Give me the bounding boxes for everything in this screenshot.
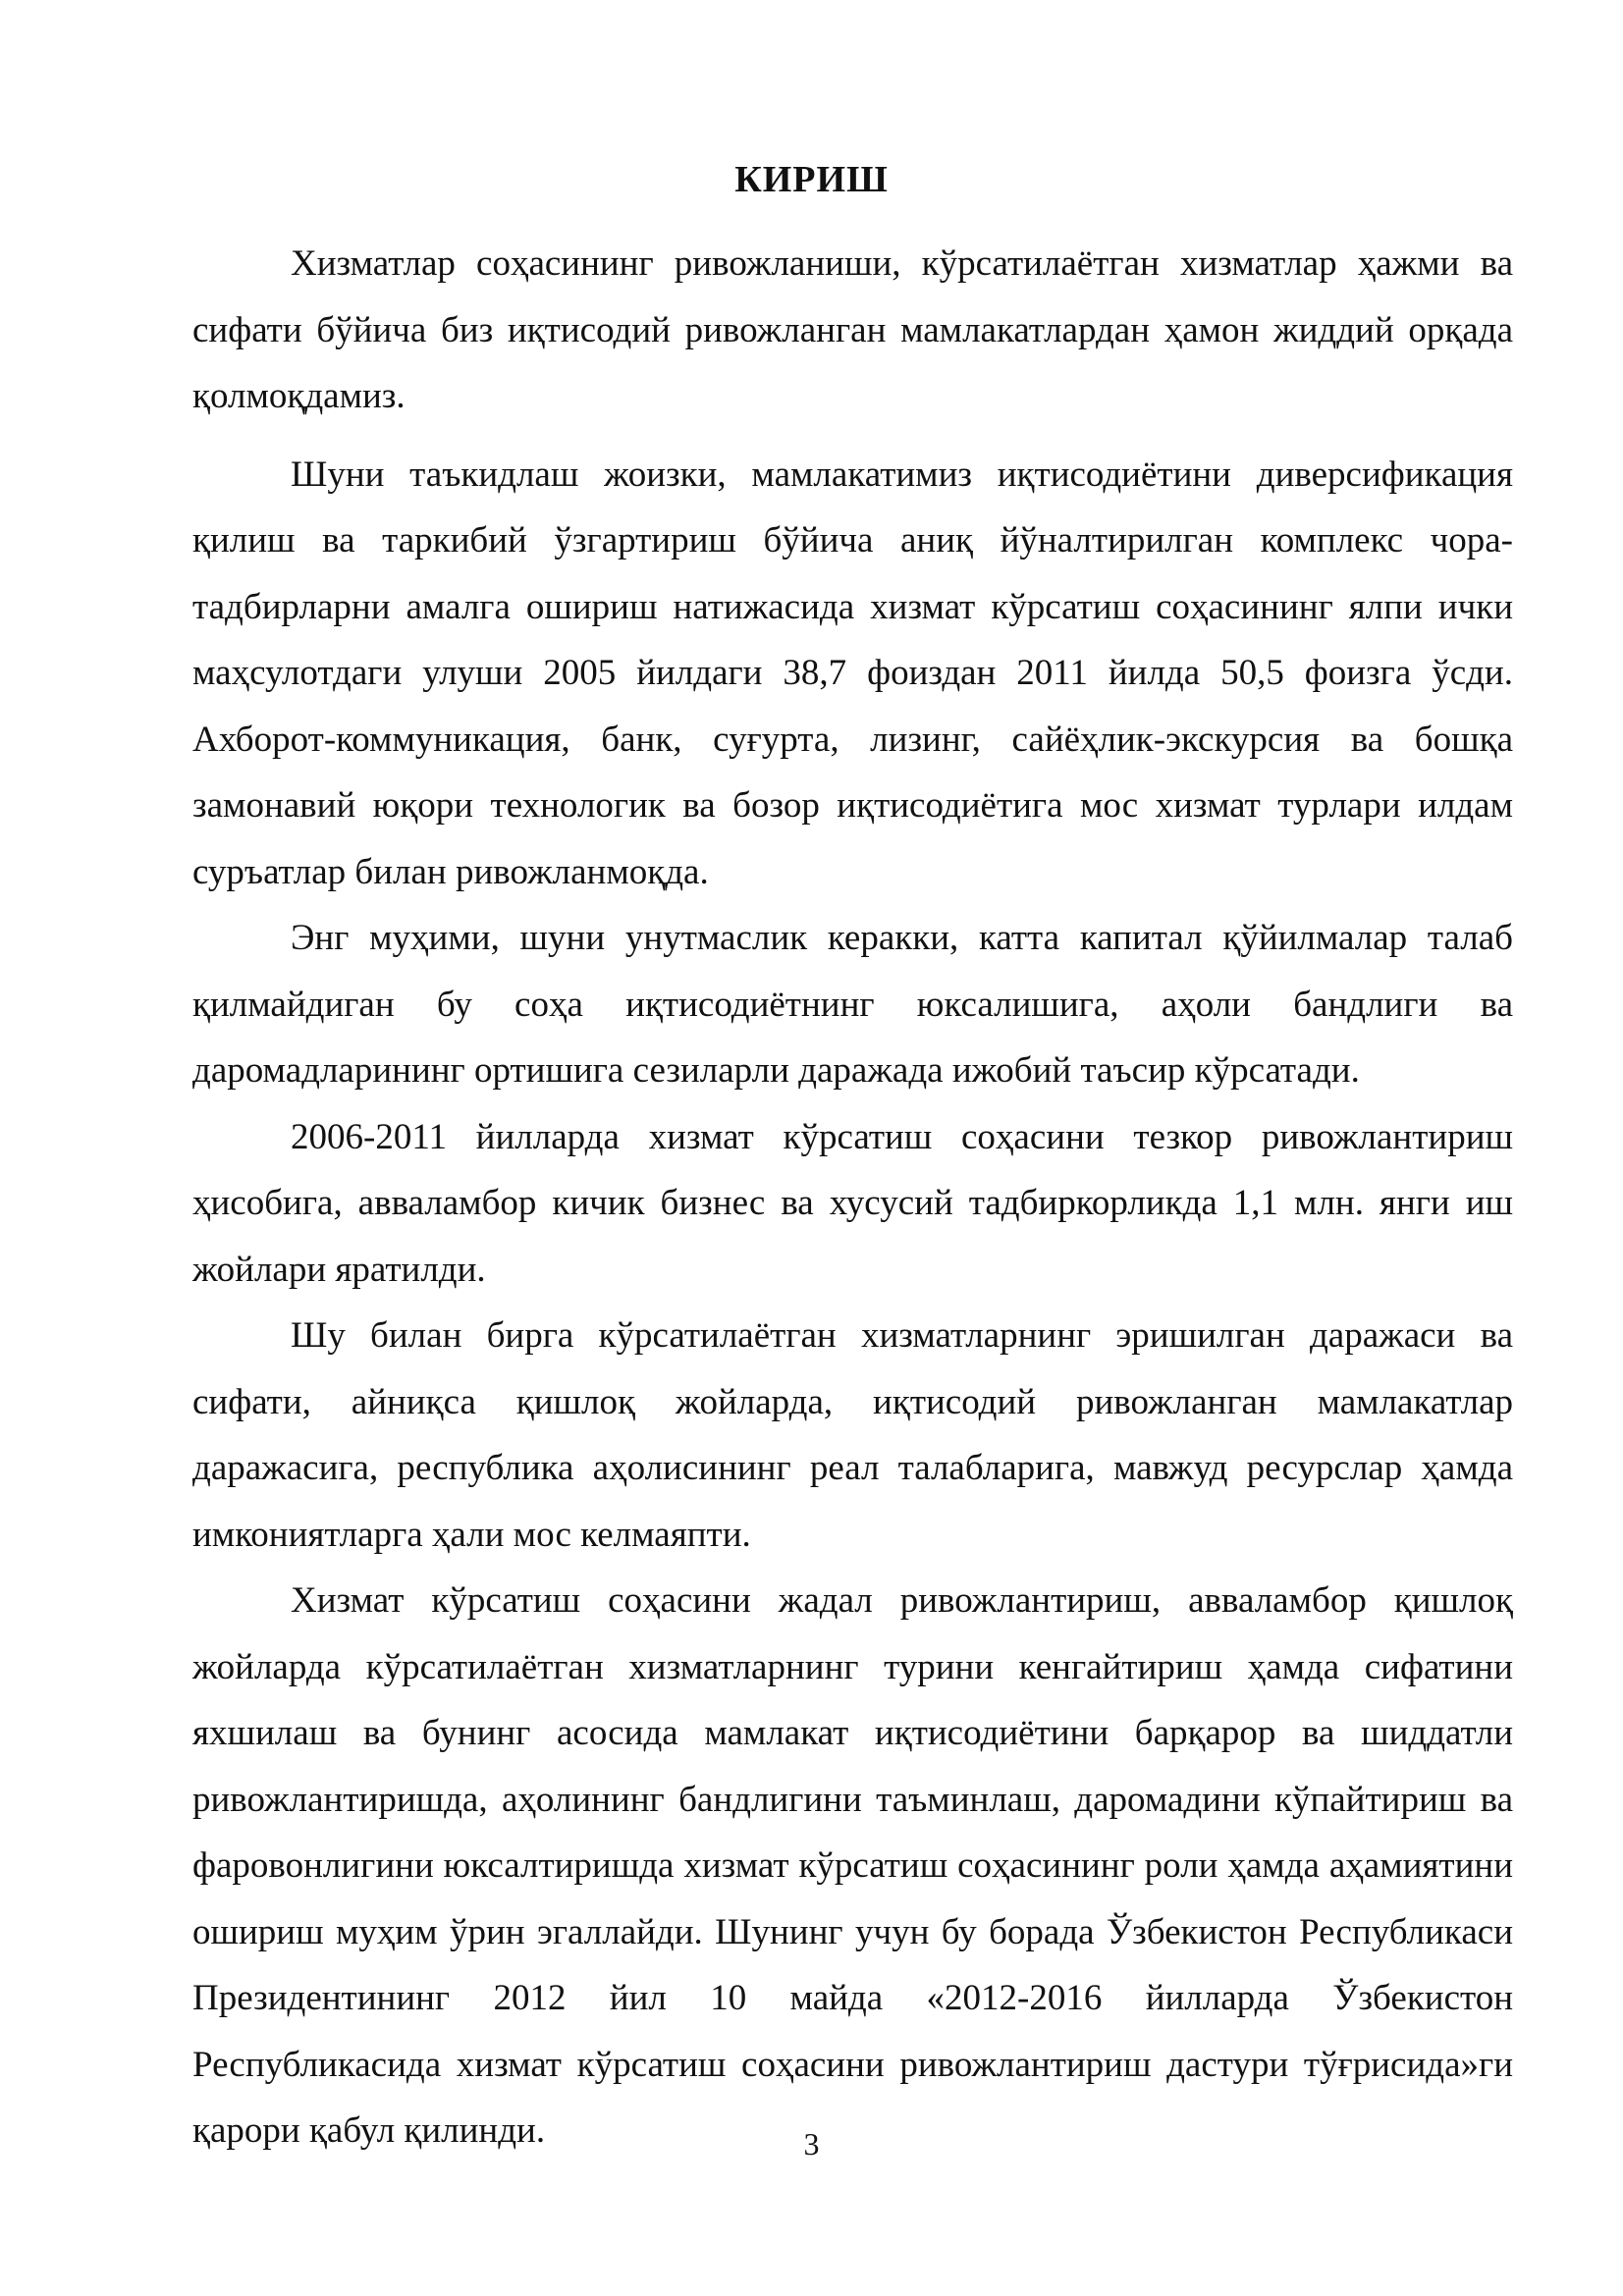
page-number: 3 — [803, 2126, 820, 2162]
paragraph-6: Хизмат кўрсатиш соҳасини жадал ривожлантириш, авваламбор қишлоқ жойларда кўрсатилаётган хизматларнинг турини кенгайтириш ҳамда сифатини яхшилаш ва бунинг асосида мамлакат иқтисодиётини барқарор ва шиддатли ривожлантиришда, аҳолининг бандлигини таъминлаш, даромадини кўпайтириш ва фаровонлигини юксалтиришда хизмат кўрсатиш соҳасининг роли ҳамда аҳамиятини ошириш муҳим ўрин эгаллайди. Шунинг учун бу борада Ўзбекистон Республикаси Президентининг 2012 йил 10 майда «2012-2016 йилларда Ўзбекистон Республикасида хизмат кўрсатиш соҳасини ривожлантириш дастури тўғрисида»ги қарори қабул қилинди. — [192, 1580, 1513, 2151]
paragraph-2: Шуни таъкидлаш жоизки, мамлакатимиз иқтисодиётини диверсификация қилиш ва таркибий ўзгартириш бўйича аниқ йўналтирилган комплекс чора-тадбирларни амалга ошириш натижасида хизмат кўрсатиш соҳасининг ялпи ички маҳсулотдаги улуши 2005 йилдаги 38,7 фоиздан 2011 йилда 50,5 фоизга ўсди. Ахборот-коммуникация, банк, суғурта, лизинг, сайёҳлик-экскурсия ва бошқа замонавий юқори технологик ва бозор иқтисодиётига мос хизмат турлари илдам суръатлар билан ривожланмоқда. — [192, 454, 1513, 892]
body-text — [192, 231, 1513, 2164]
paragraph-3: Энг муҳими, шуни унутмаслик керакки, катта капитал қўйилмалар талаб қилмайдиган бу соҳа иқтисодиётнинг юксалишига, аҳоли бандлиги ва даромадларининг ортишига сезиларли даражада ижобий таъсир кўрсатади. — [192, 918, 1513, 1091]
paragraph-1: Хизматлар соҳасининг ривожланиши, кўрсатилаётган хизматлар ҳажми ва сифати бўйича биз иқтисодий ривожланган мамлакатлардан ҳамон жиддий орқада қолмоқдамиз. — [192, 243, 1513, 416]
page-title: КИРИШ — [734, 159, 889, 200]
paragraph-4: 2006-2011 йилларда хизмат кўрсатиш соҳасини тезкор ривожлантириш ҳисобига, авваламбор кичик бизнес ва хусусий тадбиркорликда 1,1 млн. янги иш жойлари яратилди. — [192, 1116, 1513, 1290]
paragraph-5: Шу билан бирга кўрсатилаётган хизматларнинг эришилган даражаси ва сифати, айниқса қишлоқ жойларда, иқтисодий ривожланган мамлакатлар даражасига, республика аҳолисининг реал талабларига, мавжуд ресурслар ҳамда имкониятларга ҳали мос келмаяпти. — [192, 1315, 1513, 1555]
